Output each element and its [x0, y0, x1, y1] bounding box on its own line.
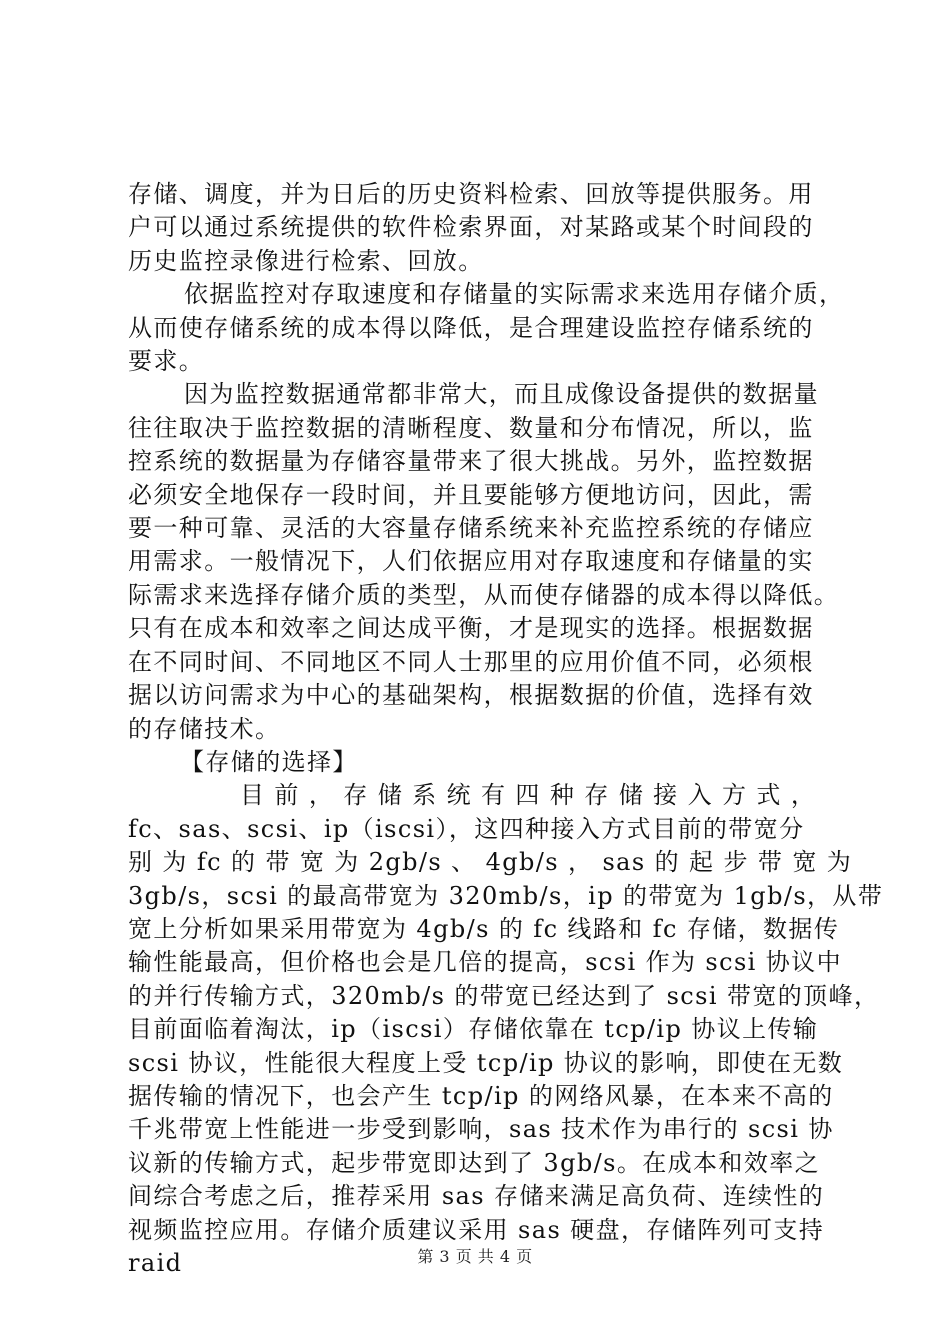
text-line: 际需求来选择存储介质的类型，从而使存储器的成本得以降低。 — [128, 580, 840, 609]
text-line: raid — [128, 1249, 183, 1277]
text-line: 的并行传输方式，320mb/s 的带宽已经达到了 scsi 带宽的顶峰， — [128, 981, 880, 1010]
paragraph-start-line: 依据监控对存取速度和存储量的实际需求来选用存储介质， — [184, 280, 845, 309]
paragraph-start-line: 目 前 ， 存 储 系 统 有 四 种 存 储 接 入 方 式 ， — [240, 781, 817, 810]
text-line: 在不同时间、不同地区不同人士那里的应用价值不同，必须根 — [128, 647, 814, 676]
text-line: 据传输的情况下，也会产生 tcp/ip 的网络风暴，在本来不高的 — [128, 1081, 834, 1110]
text-line: 的存储技术。 — [128, 714, 281, 743]
text-line: 要一种可靠、灵活的大容量存储系统来补充监控系统的存储应 — [128, 514, 814, 543]
text-line: 用需求。一般情况下，人们依据应用对存取速度和存储量的实 — [128, 547, 814, 576]
text-line: 输性能最高，但价格也会是几倍的提高，scsi 作为 scsi 协议中 — [128, 948, 842, 977]
text-line: 目前面临着淘汰，ip（iscsi）存储依靠在 tcp/ip 协议上传输 — [128, 1015, 819, 1044]
text-line: 宽上分析如果采用带宽为 4gb/s 的 fc 线路和 fc 存储，数据传 — [128, 914, 840, 943]
page-number-footer: 第 3 页 共 4 页 — [417, 1247, 533, 1266]
text-line: 3gb/s，scsi 的最高带宽为 320mb/s，ip 的带宽为 1gb/s，从带 — [128, 881, 884, 910]
text-line: 户可以通过系统提供的软件检索界面，对某路或某个时间段的 — [128, 213, 814, 242]
text-line: 据以访问需求为中心的基础架构，根据数据的价值，选择有效 — [128, 681, 814, 710]
text-line: 只有在成本和效率之间达成平衡，才是现实的选择。根据数据 — [128, 614, 814, 643]
section-heading: 【存储的选择】 — [180, 747, 358, 776]
text-line: 存储、调度，并为日后的历史资料检索、回放等提供服务。用 — [128, 180, 814, 208]
text-line: 历史监控录像进行检索、回放。 — [128, 246, 484, 275]
text-line: 往往取决于监控数据的清晰程度、数量和分布情况，所以，监 — [128, 413, 814, 442]
document-body — [128, 178, 884, 1280]
text-line: scsi 协议，性能很大程度上受 tcp/ip 协议的影响，即使在无数 — [128, 1048, 844, 1077]
text-line: 视频监控应用。存储介质建议采用 sas 硬盘，存储阵列可支持 — [128, 1215, 825, 1244]
text-line: 别 为 fc 的 带 宽 为 2gb/s 、 4gb/s ， sas 的 起 步 带 宽 为 — [128, 848, 853, 877]
text-line: 必须安全地保存一段时间，并且要能够方便地访问，因此，需 — [128, 480, 814, 509]
text-line: 千兆带宽上性能进一步受到影响，sas 技术作为串行的 scsi 协 — [128, 1115, 834, 1144]
text-line: 议新的传输方式，起步带宽即达到了 3gb/s。在成本和效率之 — [128, 1148, 821, 1177]
text-line: 间综合考虑之后，推荐采用 sas 存储来满足高负荷、连续性的 — [128, 1182, 825, 1211]
text-line: 从而使存储系统的成本得以降低，是合理建设监控存储系统的 — [128, 313, 814, 342]
text-line: fc、sas、scsi、ip（iscsi），这四种接入方式目前的带宽分 — [128, 814, 805, 843]
paragraph-start-line: 因为监控数据通常都非常大，而且成像设备提供的数据量 — [184, 380, 819, 409]
text-line: 要求。 — [128, 347, 205, 376]
text-line: 控系统的数据量为存储容量带来了很大挑战。另外，监控数据 — [128, 447, 814, 476]
